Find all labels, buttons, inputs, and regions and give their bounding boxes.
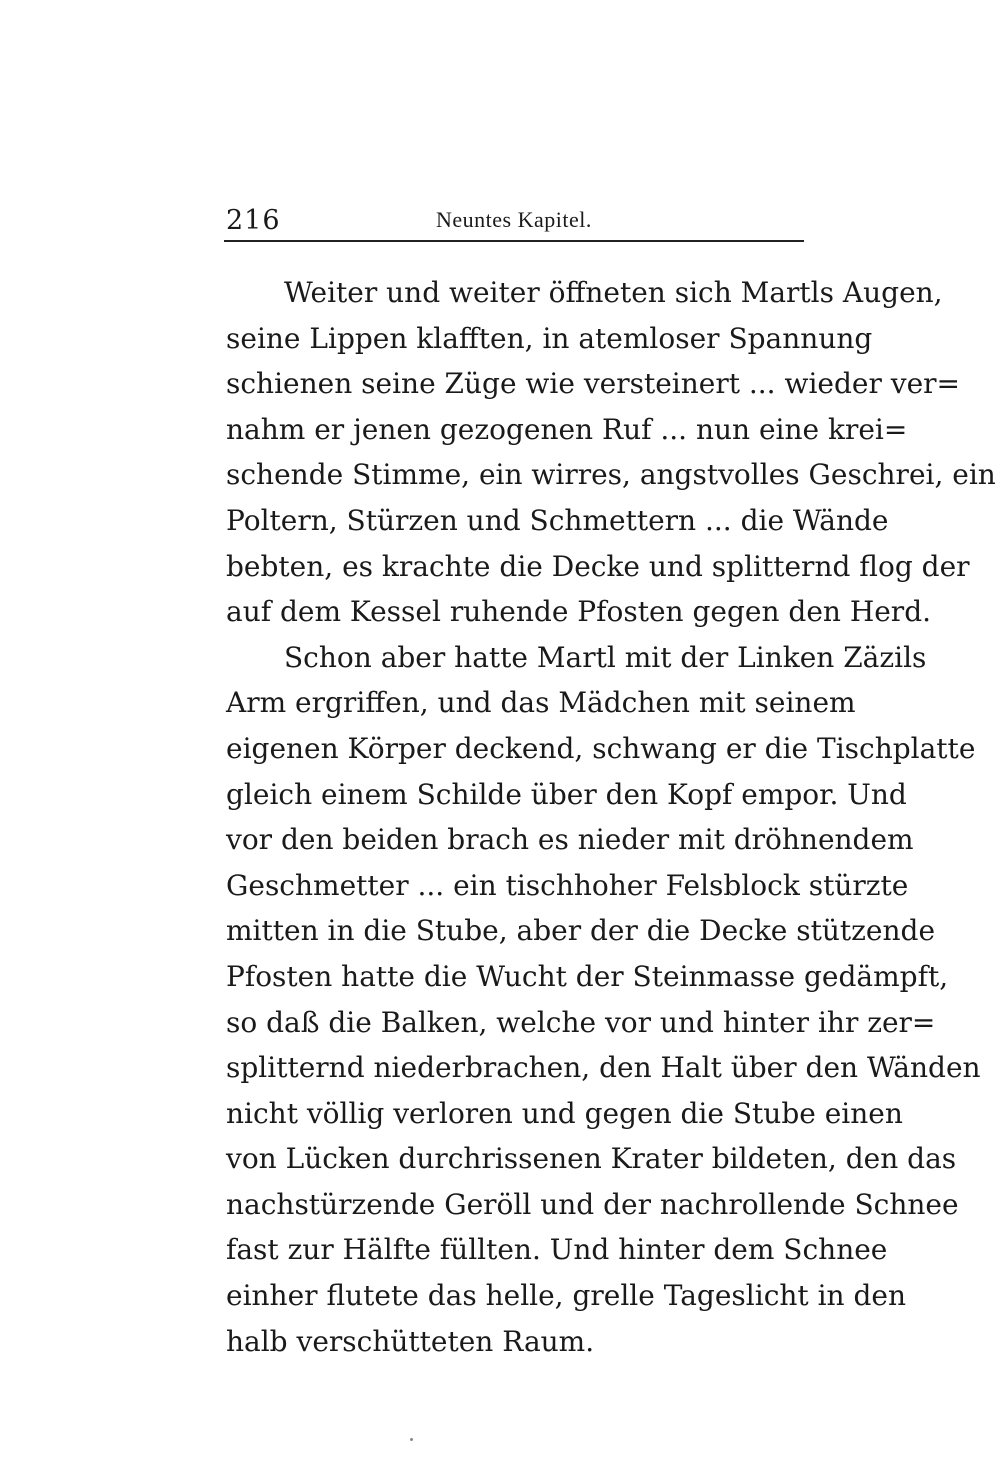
text-line: eigenen Körper deckend, schwang er die Tischplatte: [226, 731, 976, 765]
text-line: Arm ergriffen, und das Mädchen mit seinem: [226, 686, 856, 720]
text-line: splitternd niederbrachen, den Halt über den Wänden: [226, 1051, 981, 1085]
text-line: halb verschütteten Raum.: [226, 1324, 595, 1358]
text-line: so daß die Balken, welche vor und hinter ihr zer=: [226, 1005, 936, 1039]
text-line: seine Lippen klafften, in atemloser Spannung: [226, 321, 873, 355]
text-line: vor den beiden brach es nieder mit dröhnendem: [226, 823, 914, 857]
text-line: gleich einem Schilde über den Kopf empor. Und: [226, 777, 907, 811]
text-line: schienen seine Züge wie versteinert ... wieder ver=: [226, 367, 960, 401]
text-line: fast zur Hälfte füllten. Und hinter dem Schnee: [226, 1233, 888, 1267]
text-line: Poltern, Stürzen und Schmettern ... die Wände: [226, 503, 889, 537]
text-line: Weiter und weiter öffneten sich Martls Augen,: [284, 276, 943, 309]
text-line: Pfosten hatte die Wucht der Steinmasse gedämpft,: [226, 959, 949, 993]
text-line: von Lücken durchrissenen Krater bildeten, den das: [226, 1142, 957, 1176]
running-head: [226, 205, 806, 245]
text-line: mitten in die Stube, aber der die Decke stützende: [226, 914, 936, 948]
chapter-title: Neuntes Kapitel.: [436, 207, 592, 232]
body-text: [226, 270, 996, 1364]
text-line: nahm er jenen gezogenen Ruf ... nun eine krei=: [226, 412, 908, 446]
text-line: einher flutete das helle, grelle Tageslicht in den: [226, 1279, 906, 1313]
text-line: bebten, es krachte die Decke und splitternd flog der: [226, 549, 970, 583]
text-line: Schon aber hatte Martl mit der Linken Zäzils: [284, 640, 927, 674]
text-line: auf dem Kessel ruhende Pfosten gegen den Herd.: [226, 595, 932, 629]
header-rule: [224, 240, 804, 242]
page-number: 216: [226, 205, 281, 236]
text-line: nachstürzende Geröll und der nachrollende Schnee: [226, 1187, 959, 1221]
print-speck: [410, 1438, 413, 1441]
text-line: schende Stimme, ein wirres, angstvolles Geschrei, ein: [226, 458, 996, 492]
text-line: nicht völlig verloren und gegen die Stube einen: [226, 1096, 903, 1130]
text-line: Geschmetter ... ein tischhoher Felsblock stürzte: [226, 868, 909, 902]
